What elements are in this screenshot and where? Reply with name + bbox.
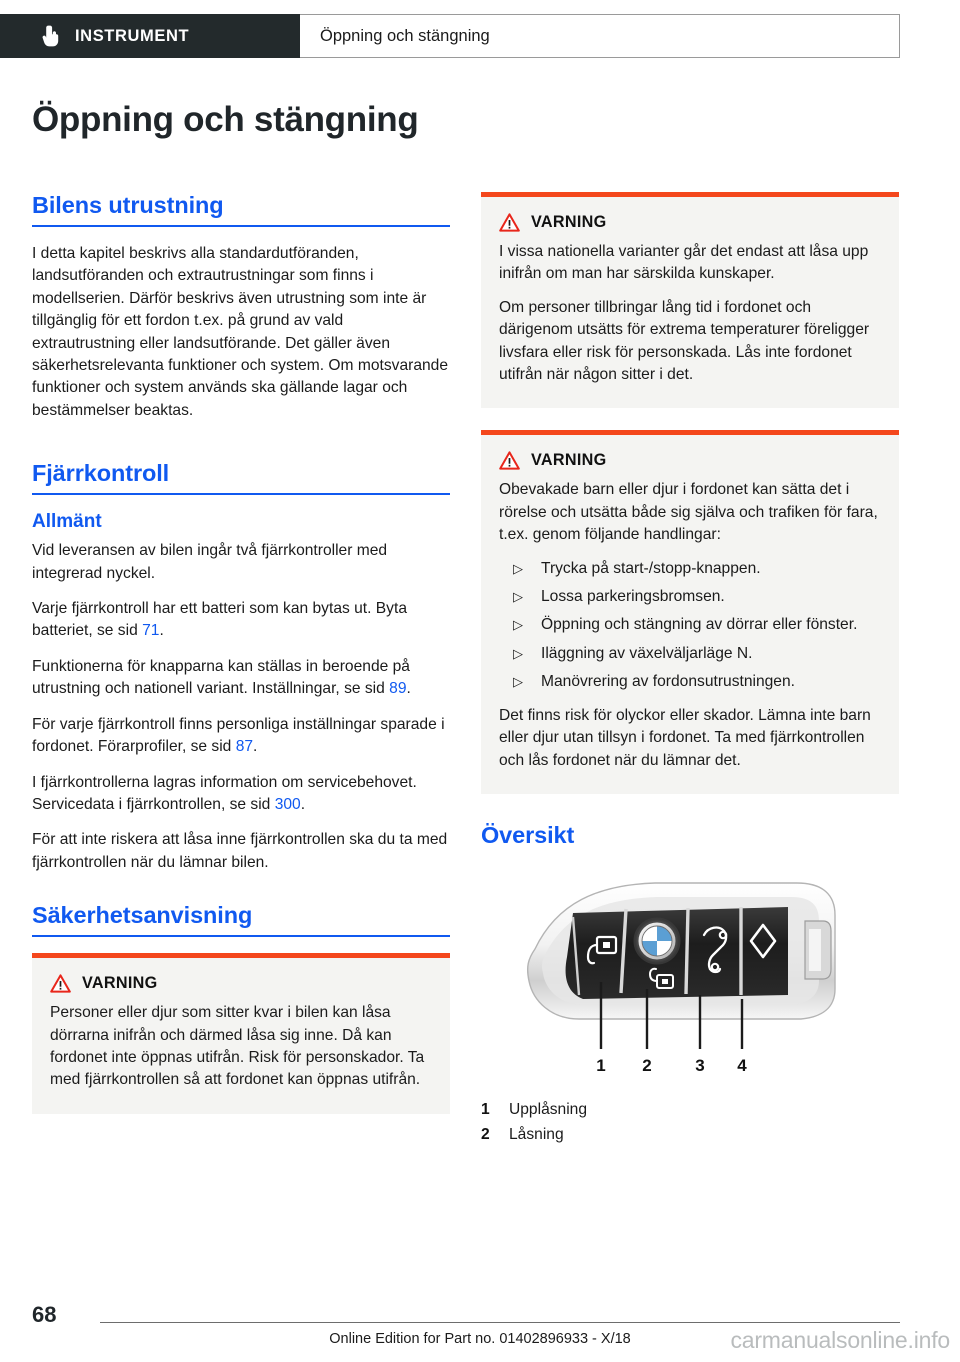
page-reference-89[interactable]: 89 xyxy=(389,680,407,698)
paragraph-remote-2 xyxy=(32,598,450,643)
warning-triangle-icon xyxy=(50,974,71,993)
text-run: I fjärrkontrollerna lagras information om servicebehovet. Servicedata i fjärrkontrollen, se sid xyxy=(32,773,417,813)
warning-title: VARNING xyxy=(531,451,607,470)
page-number: 68 xyxy=(32,1302,57,1327)
list-item-label: Trycka på start-/stopp-knappen. xyxy=(541,559,761,577)
warning-intro: Obevakade barn eller djur i fordonet kan sätta det i rörelse och utsätta både sig själva och trafiken för fara, t.ex. genom följande handlingar: xyxy=(499,481,878,544)
callout-label-3: 3 xyxy=(695,1055,705,1075)
heading-oversikt: Översikt xyxy=(481,821,575,848)
legend-item xyxy=(481,1122,899,1147)
triangle-bullet-icon: ▷ xyxy=(513,617,523,633)
breadcrumb: Öppning och stängning xyxy=(320,26,490,45)
callout-label-4: 4 xyxy=(737,1055,747,1075)
warning-box-unattended-children xyxy=(481,430,899,793)
text-run: . xyxy=(300,795,306,813)
heading-allmant: Allmänt xyxy=(32,511,102,533)
list-item-label: Öppning och stängning av dörrar eller fönster. xyxy=(541,616,858,634)
bmw-roundel-logo xyxy=(636,920,678,962)
key-fob-svg xyxy=(505,877,875,1089)
list-item xyxy=(499,643,881,665)
left-column xyxy=(32,192,450,1114)
warning-triangle-icon xyxy=(499,213,520,232)
page-title: Öppning och stängning xyxy=(32,100,419,139)
fob-button-divider xyxy=(686,908,688,994)
paragraph-remote-5 xyxy=(32,772,450,817)
header-chapter-label: INSTRUMENT xyxy=(75,26,190,45)
warning-title: VARNING xyxy=(82,974,158,993)
list-item-label: Lossa parkeringsbromsen. xyxy=(541,588,725,606)
triangle-bullet-icon: ▷ xyxy=(513,674,523,690)
warning-text: Personer eller djur som sitter kvar i bilen kan låsa dörrarna inifrån och därmed låsa sig inne. Då kan fordonet inte öppnas utifrån. Risk för personskador. Ta med fjärrkontrollen så att fordonet kan öppnas utifrån. xyxy=(50,1004,425,1089)
warning-paragraph-1: I vissa nationella varianter går det endast att låsa upp inifrån om man har särskilda kunskaper. xyxy=(499,243,869,283)
triangle-bullet-icon: ▷ xyxy=(513,645,523,661)
pointing-hand-icon xyxy=(42,25,61,47)
warning-title: VARNING xyxy=(531,213,607,231)
page-reference-87[interactable]: 87 xyxy=(235,738,254,756)
heading-sakerhetsanvisning: Säkerhetsanvisning xyxy=(32,902,450,937)
callout-label-2: 2 xyxy=(642,1055,652,1075)
text-run: . xyxy=(159,622,164,640)
text-run: . xyxy=(253,738,258,756)
legend-item xyxy=(481,1097,899,1122)
section-sakerhetsanvisning xyxy=(32,902,450,1114)
list-item xyxy=(499,586,881,608)
list-item-label: Iläggning av växelväljarläge N. xyxy=(541,644,753,662)
warning-header xyxy=(499,213,881,232)
warning-box-national-variants xyxy=(481,192,899,408)
watermark: carmanualsonline.info xyxy=(730,1327,950,1353)
paragraph-remote-3 xyxy=(32,656,450,701)
heading-bilens-utrustning: Bilens utrustning xyxy=(32,192,450,227)
warning-box-safety xyxy=(32,953,450,1114)
list-item xyxy=(499,614,881,636)
legend-number: 1 xyxy=(481,1100,490,1118)
list-item-label: Manövrering av fordonsutrustningen. xyxy=(541,673,795,691)
warning-bullet-list xyxy=(499,558,881,694)
paragraph-remote-6: För att inte riskera att låsa inne fjärrkontrollen ska du ta med fjärrkontrollen när du lämnar bilen. xyxy=(32,831,448,871)
paragraph-equipment: I detta kapitel beskrivs alla standardutföranden, landsutföranden och extrautrustningar som finns i modellserien. Därför beskrivs även utrustning som inte är tillgänglig för ett fordon t.ex. på grund av vald extrautrustning eller landsutförande. Det gäller även säkerhetsrelevanta funktioner och system. Om motsvarande funktioner och system används ska gällande lagar och bestämmelser beaktas. xyxy=(32,245,449,419)
section-fjarrkontroll xyxy=(32,460,450,874)
header-chapter-tab[interactable] xyxy=(0,14,300,58)
heading-fjarrkontroll: Fjärrkontroll xyxy=(32,460,450,495)
right-column xyxy=(481,192,899,1147)
callout-label-1: 1 xyxy=(596,1055,606,1075)
header-breadcrumb-box xyxy=(300,14,900,58)
page-reference-71[interactable]: 71 xyxy=(142,622,160,640)
section-bilens-utrustning xyxy=(32,192,450,422)
legend-label: Låsning xyxy=(509,1125,564,1143)
legend-label: Upplåsning xyxy=(509,1100,588,1118)
text-run: Varje fjärrkontroll har ett batteri som kan bytas ut. Byta batteriet, se sid xyxy=(32,600,407,640)
bmw-key-fob-illustration xyxy=(481,877,899,1089)
legend-number: 2 xyxy=(481,1125,490,1143)
warning-header xyxy=(499,451,881,470)
warning-paragraph-2: Om personer tillbringar lång tid i fordonet och därigenom utsätts för extrema temperaturer föreligger livsfara eller risk för personskada. Lås inte fordonet utifrån när någon sitter i det. xyxy=(499,298,870,384)
figure-legend xyxy=(481,1097,899,1147)
warning-header xyxy=(50,974,432,993)
list-item xyxy=(499,671,881,693)
triangle-bullet-icon: ▷ xyxy=(513,560,523,576)
list-item xyxy=(499,558,881,580)
paragraph-remote-4 xyxy=(32,714,450,759)
warning-triangle-icon xyxy=(499,451,520,470)
warning-outro: Det finns risk för olyckor eller skador. Lämna inte barn eller djur utan tillsyn i fordonet. Ta med fjärrkontrollen och lås fordonet när du lämnar det. xyxy=(499,706,871,769)
page-header xyxy=(0,14,900,58)
paragraph-remote-1: Vid leveransen av bilen ingår två fjärrkontroller med integrerad nyckel. xyxy=(32,542,388,582)
section-oversikt xyxy=(481,822,899,1147)
text-run: . xyxy=(406,680,411,698)
footer-divider xyxy=(100,1322,900,1323)
page-reference-300[interactable]: 300 xyxy=(274,795,301,813)
text-run: För varje fjärrkontroll finns personliga inställningar sparade i fordonet. Förarprofiler, se sid xyxy=(32,715,445,756)
footer-edition-text: Online Edition for Part no. 01402896933 - X/18 xyxy=(329,1331,631,1347)
triangle-bullet-icon: ▷ xyxy=(513,589,523,605)
text-run: Funktionerna för knapparna kan ställas in beroende på utrustning och nationell variant. Inställningar, se sid xyxy=(32,657,410,698)
